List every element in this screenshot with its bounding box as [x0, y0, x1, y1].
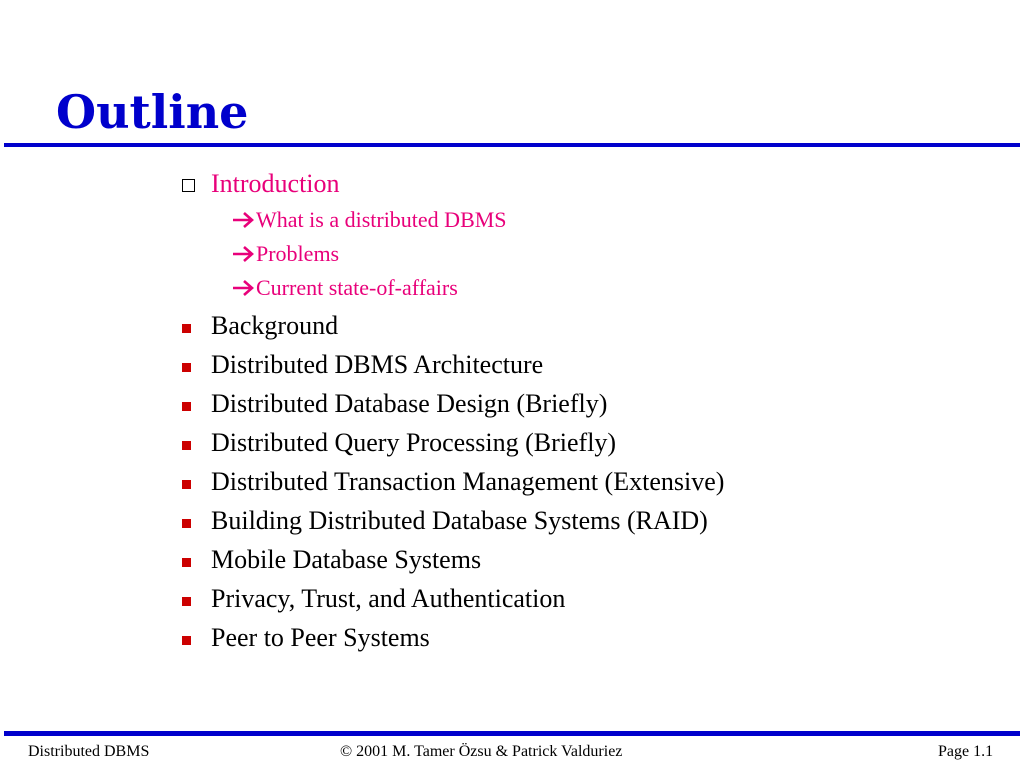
solid-square-bullet-icon: [182, 636, 191, 645]
slide-title: Outline: [56, 85, 249, 139]
outline-item-label: Building Distributed Database Systems (RAID): [211, 506, 708, 535]
outline-item-label: Distributed DBMS Architecture: [211, 350, 544, 379]
outline-item-label: Distributed Transaction Management (Extensive): [211, 467, 725, 496]
outline-item: [180, 308, 980, 347]
solid-square-bullet-icon: [182, 597, 191, 606]
outline-item: [180, 503, 980, 542]
outline-item: [180, 464, 980, 503]
outline-subitems: [180, 203, 980, 305]
right-arrow-icon: [232, 279, 256, 297]
outline-item: [180, 425, 980, 464]
solid-square-bullet-icon: [182, 558, 191, 567]
outline-subitem: [180, 271, 980, 305]
solid-square-bullet-icon: [182, 324, 191, 333]
solid-square-bullet-icon: [182, 402, 191, 411]
outline-subitem: [180, 237, 980, 271]
outline-item-label: Introduction: [211, 169, 340, 198]
outline-item-label: Distributed Query Processing (Briefly): [211, 428, 617, 457]
footer-copyright: © 2001 M. Tamer Özsu & Patrick Valduriez: [340, 743, 623, 760]
outline-subitem-label: Current state-of-affairs: [256, 275, 458, 300]
outline-item-label: Distributed Database Design (Briefly): [211, 389, 608, 418]
footer-rule: [4, 731, 1020, 736]
outline-subitem-label: Problems: [256, 241, 340, 266]
solid-square-bullet-icon: [182, 519, 191, 528]
solid-square-bullet-icon: [182, 441, 191, 450]
footer-course-name: Distributed DBMS: [28, 743, 150, 760]
outline-item-label: Background: [211, 311, 339, 340]
outline-item-current: [180, 166, 980, 205]
outline-item-label: Privacy, Trust, and Authentication: [211, 584, 566, 613]
outline-item-label: Mobile Database Systems: [211, 545, 482, 574]
right-arrow-icon: [232, 211, 256, 229]
outline-item: [180, 542, 980, 581]
outline-subitem: [180, 203, 980, 237]
outline-item: [180, 386, 980, 425]
solid-square-bullet-icon: [182, 480, 191, 489]
title-rule: [4, 143, 1020, 147]
outline-list: [180, 166, 980, 659]
outline-item-label: Peer to Peer Systems: [211, 623, 430, 652]
hollow-square-bullet-icon: [182, 179, 195, 192]
outline-subitem-label: What is a distributed DBMS: [256, 207, 507, 232]
solid-square-bullet-icon: [182, 363, 191, 372]
outline-item: [180, 581, 980, 620]
right-arrow-icon: [232, 245, 256, 263]
footer-page-number: Page 1.1: [938, 743, 994, 760]
outline-item: [180, 347, 980, 386]
outline-item: [180, 620, 980, 659]
